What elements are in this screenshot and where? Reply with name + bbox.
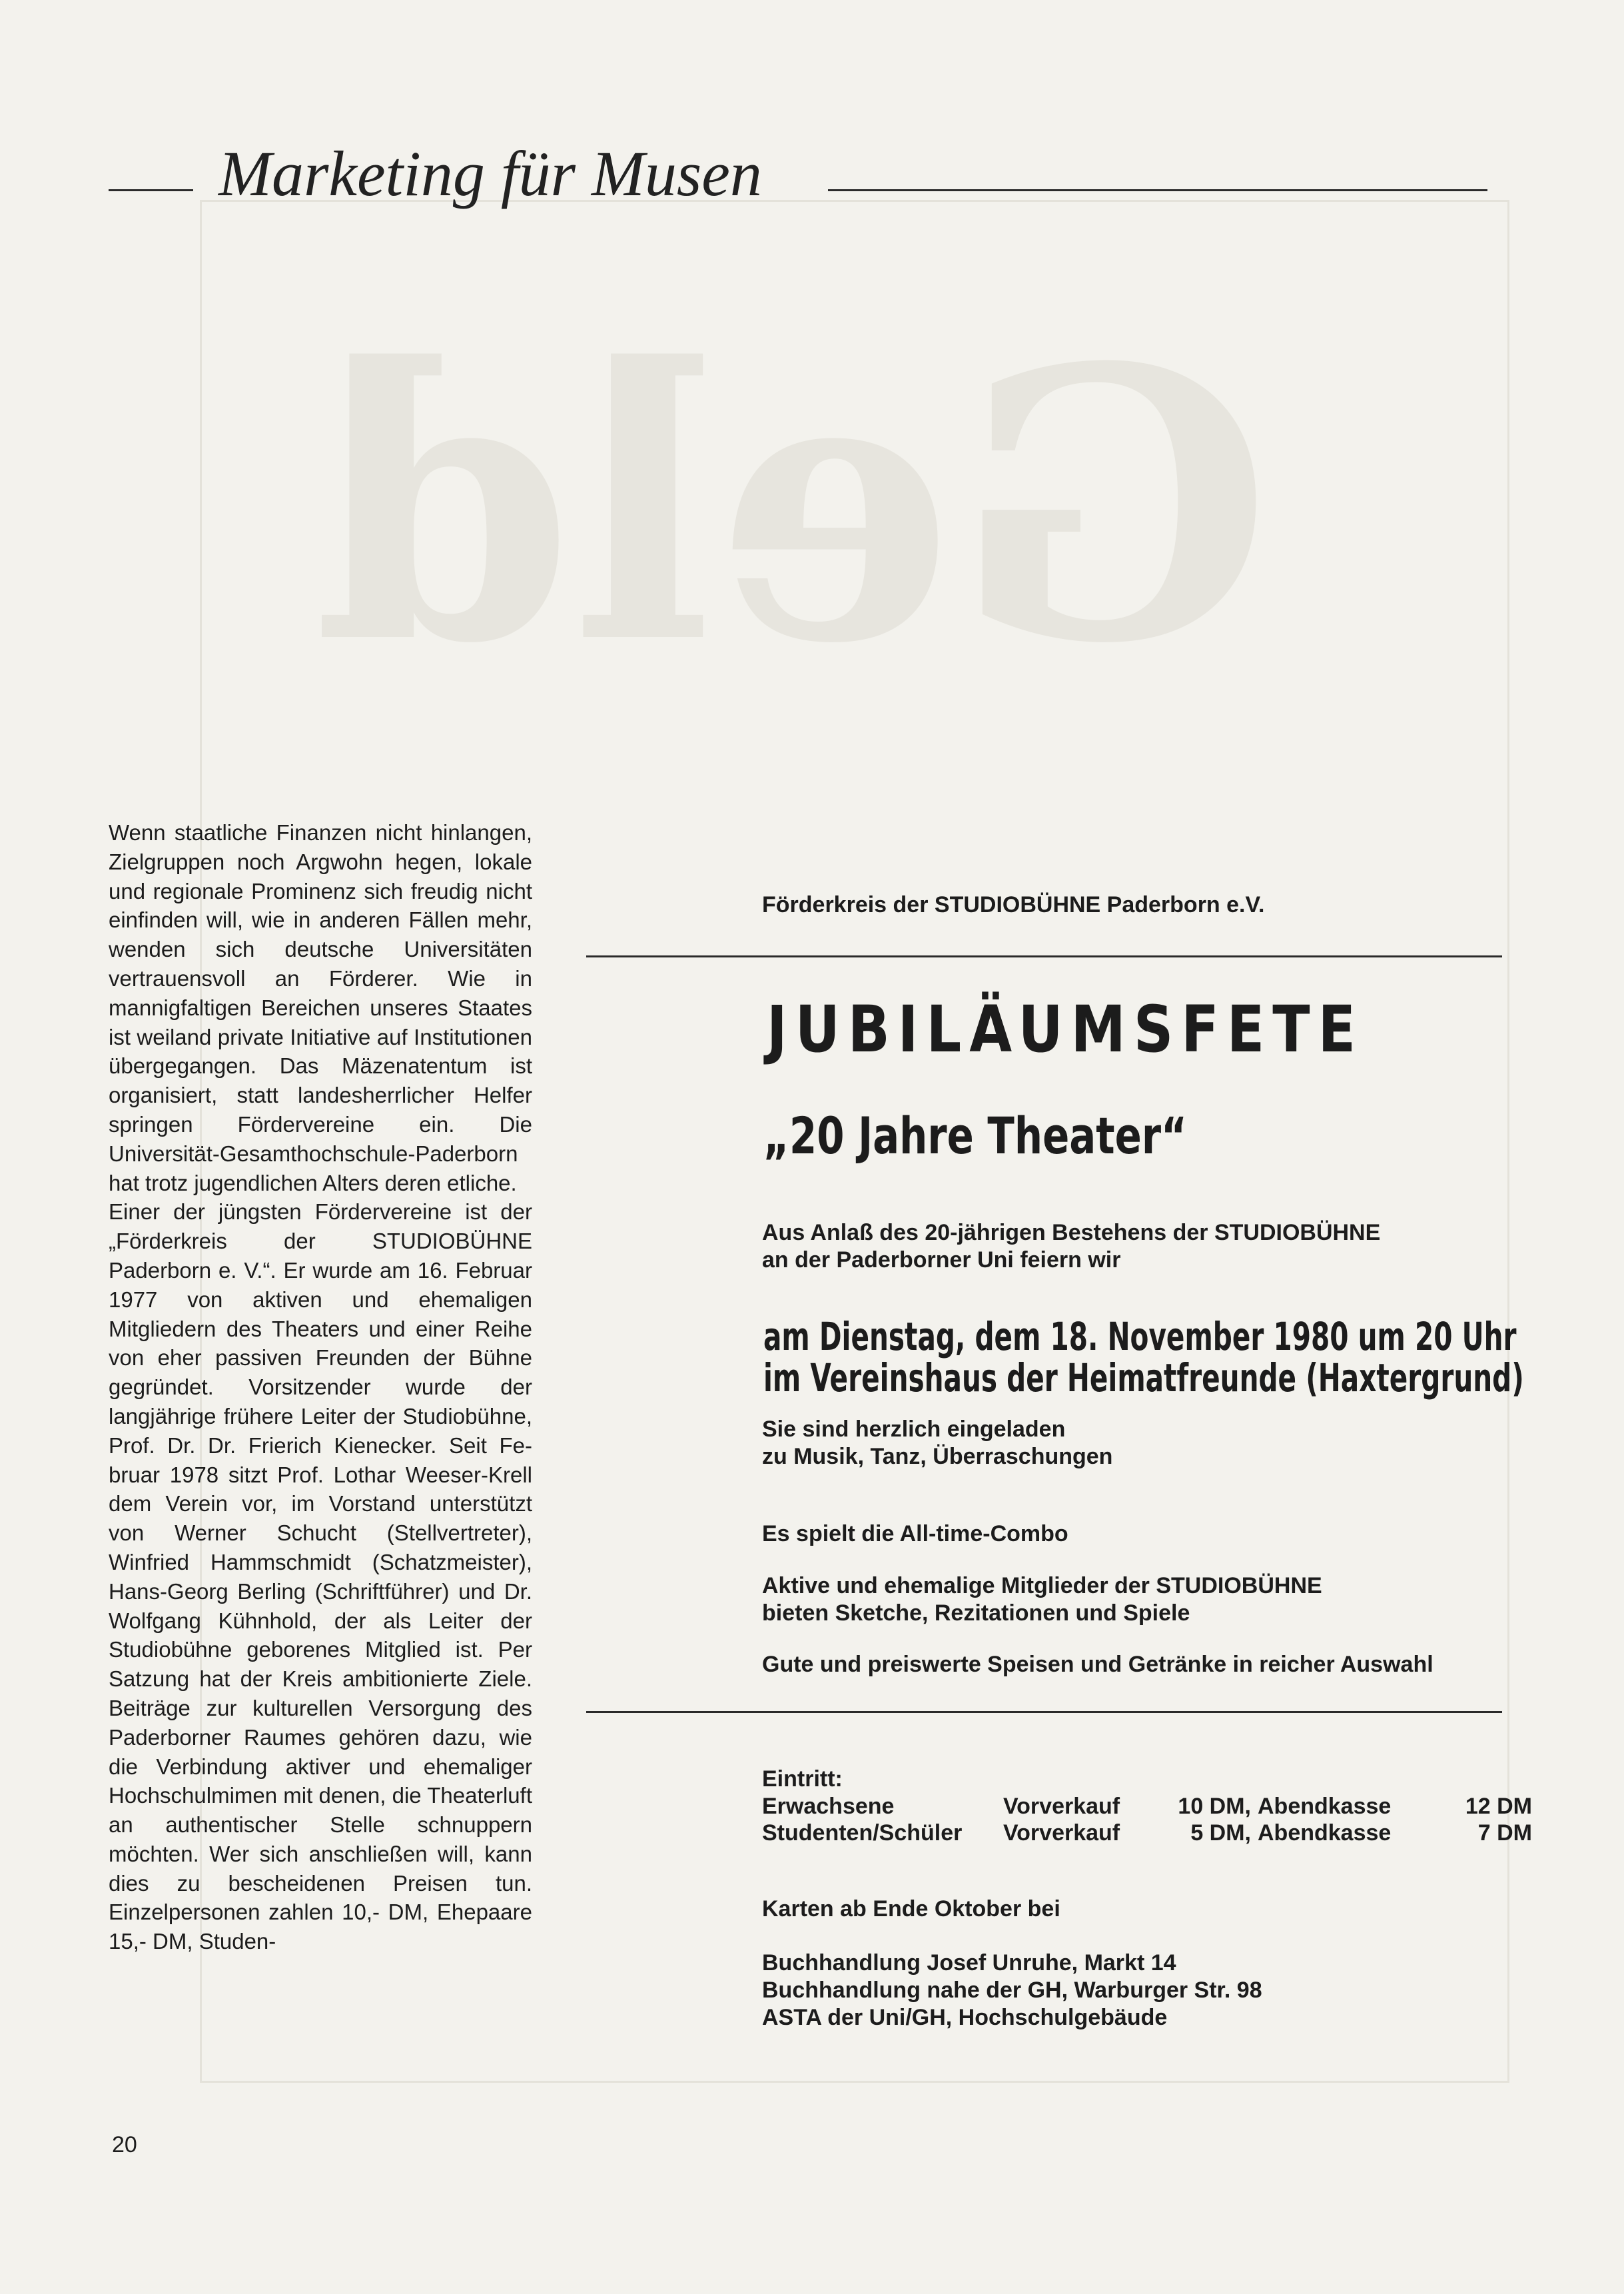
article-paragraph: Wenn staatliche Finanzen nicht hinlangen, Zielgruppen noch Argwohn hegen, lokale und regionale Prominenz sich freudig nicht einfinden will, wie in anderen Fällen mehr, wenden sich deutsche Universitäten vertrauensvoll an Förderer. Wie in mannigfaltigen Bereichen unseres Staates ist weiland private Initiative auf Institutionen übergegangen. Das Mäzenatentum ist organisiert, statt landesherrlicher Helfer springen Fördervereine ein. Die Universität-Gesamthochschule-Paderborn hat trotz jugendlichen Alters deren etliche. bbox=[109, 820, 532, 1195]
admission-block bbox=[762, 1766, 1532, 1846]
admission-row bbox=[762, 1820, 1532, 1846]
admission-box-office-price: 7 DM bbox=[1477, 1820, 1532, 1846]
flyer-event-venue: im Vereinshaus der Heimatfreunde (Haxtergrund) bbox=[763, 1355, 1524, 1401]
flyer-heading: JUBILÄUMSFETE bbox=[767, 992, 1364, 1067]
admission-group: Erwachsene bbox=[762, 1794, 895, 1819]
admission-box-office: Abendkasse bbox=[1258, 1820, 1392, 1846]
flyer-rule-bottom bbox=[586, 1711, 1502, 1713]
admission-presale-price: 10 DM, bbox=[1178, 1794, 1251, 1819]
ticket-outlet: Buchhandlung Josef Unruhe, Markt 14 bbox=[762, 1950, 1176, 1976]
flyer-invitation bbox=[762, 1416, 1112, 1470]
article-paragraph: Einer der jüngsten Fördervereine ist der „Förderkreis der STUDIOBÜHNE Paderborn e. V.“. Er wurde am 16. Februar 1977 von aktiven und ehemaligen Mitgliedern des Theaters und einer Reihe von eher passiven Freunden der Bühne gegründet. Vorsitzender wurde der langjährige frühere Leiter der Studiobühne, Prof. Dr. Dr. Frierich Kienecker. Seit Februar 1978 sitzt Prof. Lothar Weeser-Krell dem Verein vor, im Vorstand unterstützt von Werner Schucht (Stellvertreter), Winfried Hammschmidt (Schatzmeister), Hans-Georg Berling (Schriftführer) und Dr. Wolfgang Kühnhold, der als Leiter der Studiobühne geborenes Mitglied ist. Per Satzung hat der Kreis ambitionierte Ziele. Beiträge zur kulturellen Versorgung des Paderborner Raumes gehören dazu, wie die Verbindung aktiver und ehemaliger Hochschulmimen mit denen, die Theaterluft an authentischer Stelle schnuppern möchten. Wer sich anschließen will, kann dies zu bescheidenen Preisen tun. Einzelpersonen zahlen 10,- DM, Ehepaare 15,- DM, Studen- bbox=[109, 1199, 532, 1954]
flyer-occasion-line: Aus Anlaß des 20-jährigen Bestehens der STUDIOBÜHNE bbox=[762, 1220, 1381, 1245]
admission-box-office-price: 12 DM bbox=[1465, 1794, 1532, 1819]
flyer-food: Gute und preiswerte Speisen und Getränke in reicher Auswahl bbox=[762, 1652, 1433, 1677]
tickets-info: Karten ab Ende Oktober bei bbox=[762, 1896, 1060, 1922]
ticket-outlets bbox=[762, 1950, 1262, 2031]
ticket-outlet: ASTA der Uni/GH, Hochschulgebäude bbox=[762, 2005, 1168, 2030]
admission-presale-price: 5 DM, bbox=[1190, 1820, 1251, 1846]
admission-table bbox=[762, 1793, 1532, 1846]
header-rule-right bbox=[828, 189, 1487, 191]
flyer-event-details bbox=[763, 1316, 1524, 1399]
flyer-rule-top bbox=[586, 955, 1502, 957]
flyer-occasion bbox=[762, 1219, 1380, 1274]
flyer-occasion-line: an der Paderborner Uni feiern wir bbox=[762, 1247, 1121, 1273]
flyer-invitation-line: Sie sind herzlich eingeladen bbox=[762, 1417, 1066, 1442]
flyer-organization: Förderkreis der STUDIOBÜHNE Paderborn e.V. bbox=[762, 892, 1265, 917]
flyer-music: Es spielt die All-time-Combo bbox=[762, 1521, 1068, 1546]
flyer-invitation-line: zu Musik, Tanz, Überraschungen bbox=[762, 1444, 1113, 1469]
header-rule-left bbox=[109, 189, 193, 191]
admission-group: Studenten/Schüler bbox=[762, 1820, 963, 1846]
admission-presale: Vorverkauf bbox=[1003, 1794, 1120, 1819]
flyer-members bbox=[762, 1572, 1322, 1627]
admission-label: Eintritt: bbox=[762, 1766, 843, 1792]
ticket-outlet: Buchhandlung nahe der GH, Warburger Str. 98 bbox=[762, 1978, 1262, 2003]
admission-row bbox=[762, 1793, 1532, 1820]
flyer-members-line: bieten Sketche, Rezitationen und Spiele bbox=[762, 1600, 1190, 1626]
admission-box-office: Abendkasse bbox=[1258, 1794, 1392, 1819]
flyer-members-line: Aktive und ehemalige Mitglieder der STUDIOBÜHNE bbox=[762, 1573, 1322, 1598]
admission-presale: Vorverkauf bbox=[1003, 1820, 1120, 1846]
page-title: Marketing für Musen bbox=[218, 138, 762, 209]
flyer-subtitle: „20 Jahre Theater“ bbox=[763, 1106, 1188, 1165]
page-number: 20 bbox=[112, 2132, 137, 2157]
bleed-through-lettering: Geld bbox=[313, 287, 1272, 726]
article-body bbox=[109, 818, 532, 1956]
flyer-event-date: am Dienstag, dem 18. November 1980 um 20 Uhr bbox=[763, 1314, 1517, 1359]
